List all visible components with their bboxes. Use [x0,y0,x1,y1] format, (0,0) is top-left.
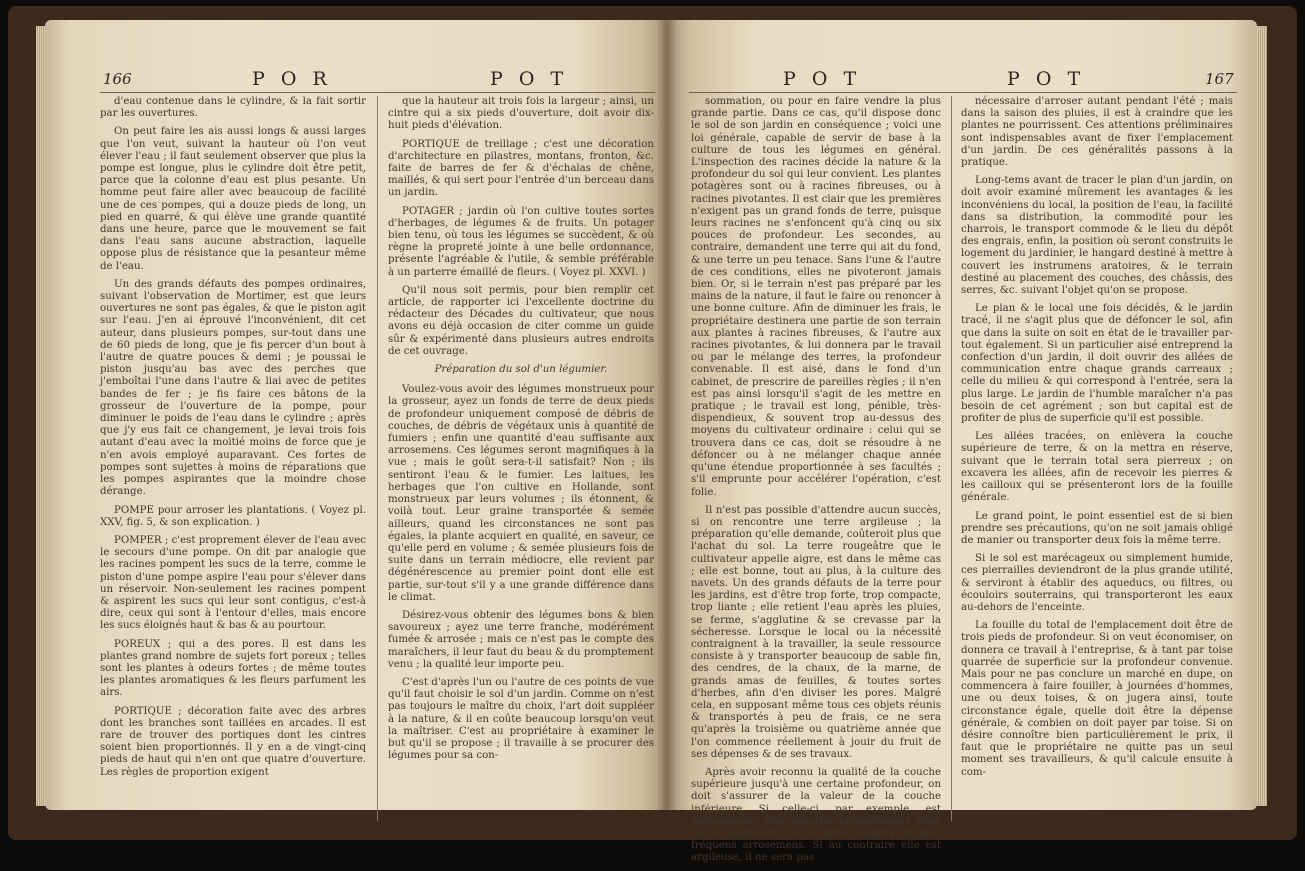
paragraph: Il n'est pas possible d'attendre aucun succès, si on rencontre une terre argileuse ; la préparation qu'elle demande, coûteroit plus que l'achat du sol. La terre rougeâtre que le cultivateur appelle aigre, est dans le même cas ; elle est bonne, tout au plus, à la culture des navets. Un des grands défauts de la terre pour les jardins, est d'être trop forte, trop compacte, trop liante ; elle retient l'eau après les pluies, se ferme, s'agglutine & se crevasse par la sécheresse. Lorsque le local ou la nécessité contraignent à la travailler, la seule ressource consiste à y transporter beaucoup de sable fin, des cendres, de la chaux, de la marne, de grands amas de feuilles, & toutes sortes d'herbes, afin d'en diviser les pores. Malgré cela, en supposant même tous ces objets réunis & transportés à peu de frais, ce ne sera qu'après la troisième ou quatrième année que l'on commence réellement à jouir du fruit de ses dépenses & de ses travaux. [691,504,941,760]
running-head-left: P O T [783,68,862,90]
paragraph: nécessaire d'arroser autant pendant l'été ; mais dans la saison des pluies, il est à craindre que les plantes ne pourrissent. Ces attentions préliminaires sont indispensables avant de fixer l'emplacement d'un jardin. De ces généralités passons à la pratique. [961,96,1233,169]
right-page [667,20,1257,864]
paragraph: Un des grands défauts des pompes ordinaires, suivant l'observation de Mortimer, est que leurs ouvertures ne sont pas égales, & que le piston agit sur l'eau. J'en ai éprouvé l'inconvénient, dit cet auteur, dans plusieurs pompes, sur-tout dans une de 60 pieds de long, que je fis percer d'un bout à l'autre de quatre pouces & demi ; je poussai le piston jusqu'au bas avec des perches que j'emboîtai l'une dans l'autre & liai avec de petites bandes de fer ; je fis faire ces bâtons de la grosseur de l'ouverture de la pompe, pour diminuer le poids de l'eau dans le cylindre ; après que j'y eus fait ce changement, je levai trois fois autant d'eau avec la moitié moins de force que je n'en avois employé auparavant. Ces fortes de pompes sont sujettes à moins de réparations que les pompes aspirantes que la moindre chose dérange. [100,278,366,498]
paragraph: Qu'il nous soit permis, pour bien remplir cet article, de rapporter ici l'excellente doctrine du rédacteur des Décades du cultivateur, que nous avons eu déjà occasion de citer comme un guide sûr & expérimenté dans plusieurs autres endroits de cet ouvrage. [388,284,654,357]
paragraph: PORTIQUE de treillage ; c'est une décoration d'architecture en pilastres, montans, fronton, &c. faite de barres de fer & d'échalas de chêne, maillés, & qui sert pour l'entrée d'un berceau dans un jardin. [388,138,654,199]
paragraph: d'eau contenue dans le cylindre, & la fait sortir par les ouvertures. [100,96,366,120]
paragraph: Si le sol est marécageux ou simplement humide, ces pierrailles deviendront de la plus grande utilité, & serviront à établir des aqueducs, ou filtres, ou écouloirs souterrains, qui transporteront les eaux au-dehors de l'enceinte. [961,553,1233,613]
paragraph: Les allées tracées, on enlèvera la couche supérieure de terre, & on la mettra en réserve, suivant que le terrain total sera pierreux ; on excavera les allées, afin de recevoir les pierres & les cailloux qui se présenteront lors de la fouille générale. [961,431,1233,504]
text-column-1 [691,96,941,871]
paragraph: Désirez-vous obtenir des légumes bons & bien savoureux ; ayez une terre franche, modérément fumée & arrosée ; mais ce n'est pas le compte des maraîchers, il leur faut du beau & du promptement venu ; la qualité leur importe peu. [388,609,654,670]
text-column-2 [961,96,1233,785]
running-head-right: P O T [490,68,569,90]
paragraph: Voulez-vous avoir des légumes monstrueux pour la grosseur, ayez un fonds de terre de deux pieds de profondeur uniquement composé de débris de couches, de débris de végétaux unis à quantité de fumiers ; enfin une quantité d'eau suffisante aux arrosemens. Ces légumes seront magnifiques à la vue ; mais le goût sera-t-il satisfait? Non ; ils sentiront l'eau & le fumier. Les laitues, les herbages que l'on cultive en Hollande, sont monstrueux par leurs volumes ; ils étonnent, & voilà tout. Leur graine transportée & semée ailleurs, quand les circonstances ne sont pas égales, la plante acquiert en qualité, en saveur, ce qu'elle perd en volume ; & semée plusieurs fois de suite dans un terrain médiocre, elle revient par dégénérescence au premier point dont elle est partie, sur-tout s'il y a une grande différence dans le climat. [388,384,654,603]
paragraph: Long-tems avant de tracer le plan d'un jardin, on doit avoir examiné mûrement les avantages & les inconvéniens du local, la position de l'eau, la facilité dans sa distribution, la commodité pour les charrois, le transport commode & le lieu du dépôt des engrais, enfin, la position où seront construits le logement du jardinier, le hangard destiné à mettre à couvert les instrumens aratoires, & le terrain destiné au placement des couches, des châssis, des serres, &c. suivant l'objet qu'on se propose. [961,175,1233,297]
left-page [45,20,667,810]
page-number: 166 [103,70,132,88]
paragraph: Après avoir reconnu la qualité de la couche supérieure jusqu'à une certaine profondeur, on doit s'assurer de la valeur de la couche inférieure. Si celle-ci, par exemple, est sablonneuse, elle absorbe promptement l'eau de la supérieure, & le jardin exigera de plus fréquens arrosemens. Si au contraire elle est argileuse, il ne sera pas [691,766,941,864]
paragraph: C'est d'après l'un ou l'autre de ces points de vue qu'il faut choisir le sol d'un jardin. Comme on n'est pas toujours le maître du choix, l'art doit suppléer à la nature, & il en coûte beaucoup lorsqu'on veut la maîtriser. C'est au propriétaire à examiner le but qu'il se propose ; il travaille à se procurer des légumes pour sa con- [388,676,654,762]
text-column-2 [388,96,654,768]
paragraph: Le grand point, le point essentiel est de si bien prendre ses précautions, qu'on ne soit jamais obligé de manier ou transporter deux fois la même terre. [961,510,1233,546]
paragraph: POMPER ; c'est proprement élever de l'eau avec le secours d'une pompe. On dit par analogie que les racines pompent les sucs de la terre, comme le piston d'une pompe aspire l'eau pour s'élever dans un réservoir. Non-seulement les racines pompent & aspirent les sucs qui leur sont contigus, c'est-à dire, ceux qui sont à l'entour d'elles, mais encore les sucs éloignés haut & bas & au pourtour. [100,534,366,632]
column-divider [377,96,378,821]
paragraph: sommation, ou pour en faire vendre la plus grande partie. Dans ce cas, qu'il dispose donc le sol de son jardin en conséquence ; voici une loi générale, capable de servir de base à la culture de tous les légumes en général. L'inspection des racines décide la nature & la profondeur du sol qui leur convient. Les plantes potagères sont ou à racines fibreuses, ou à racines pivotantes. Il est clair que les premières n'exigent pas un grand fonds de terre, puisque leurs racines ne s'enfoncent qu'à cinq ou six pouces de profondeur. Les secondes, au contraire, demandent une terre qui ait du fond, & une terre un peu tenace. Sans l'une & l'autre de ces conditions, elles ne pivoteront jamais bien. Or, si le terrain n'est pas préparé par les mains de la nature, il faut le faire ou renoncer à une bonne culture. Afin de diminuer les frais, le propriétaire destinera une partie de son terrain aux plantes à racines fibreuses, & l'autre aux racines pivotantes, & lui donnera par le travail ou par le mélange des terres, la profondeur convenable. Il est aisé, dans le fond d'un cabinet, de prescrire de pareilles règles ; il n'en est pas ainsi lorsqu'il s'agit de les mettre en pratique ; le travail est long, pénible, très-dispendieux, & souvent trop au-dessus des moyens du cultivateur ordinaire : celui qui se trouvera dans ce cas, doit se résoudre à ne défoncer ou à ne mélanger chaque année qu'une étendue proportionnée à ses facultés ; s'il emprunte pour accélérer l'opération, c'est folie. [691,96,941,498]
running-head-right: P O T [1007,68,1086,90]
page-edges-right [1257,26,1267,806]
text-column-1 [100,96,366,785]
paragraph: Le plan & le local une fois décidés, & le jardin tracé, il ne s'agit plus que de défoncer le sol, afin que dans la suite on soit en état de le travailler par-tout également. Si un particulier aisé entreprend la confection d'un jardin, il doit ouvrir des allées de communication entre chaque grands carreaux ; celle du milieu & qui correspond à l'entrée, sera la plus large. Le jardin de l'humble maraîcher n'a pas besoin de cet agrément ; son but capital est de profiter de plus de superficie qu'il est possible. [961,303,1233,425]
paragraph: On peut faire les ais aussi longs & aussi larges que l'on veut, suivant la hauteur où l'on veut élever l'eau ; il faut seulement observer que plus la pompe est longue, plus le cylindre doit être petit, parce que la colonne d'eau est plus pesante. Un homme peut faire aller avec beaucoup de facilité une de ces pompes, qui a douze pieds de long, un pied en quarré, & qui élève une grande quantité dans une heure, parce que le mouvement se fait dans l'eau sans aucune abstraction, laquelle oppose plus de résistance que la pesanteur même de l'eau. [100,126,366,272]
header-rule [100,92,655,93]
paragraph: que la hauteur ait trois fois la largeur ; ainsi, un cintre qui a six pieds d'ouverture, doit avoir dix-huit pieds d'élévation. [388,96,654,132]
page-number: 167 [1205,70,1234,88]
running-head-left: P O R [252,68,332,90]
paragraph: POTAGER ; jardin où l'on cultive toutes sortes d'herbages, de légumes & de fruits. Un potager bien tenu, où tous les légumes se succèdent, & où règne la propreté jointe à une belle ordonnance, présente l'agréable & l'utile, & semble préférable à un parterre émaillé de fleurs. ( Voyez pl. XXVI. ) [388,205,654,278]
paragraph: POMPE pour arroser les plantations. ( Voyez pl. XXV, fig. 5, & son explication. ) [100,504,366,528]
book-gutter [656,20,678,810]
paragraph: POREUX ; qui a des pores. Il est dans les plantes grand nombre de sujets fort poreux ; telles sont les plantes à odeurs fortes ; de même toutes les plantes aromatiques & les fleurs parfument les airs. [100,638,366,699]
column-divider [951,96,952,821]
section-heading: Préparation du sol d'un légumier. [434,364,608,376]
paragraph: PORTIQUE ; décoration faite avec des arbres dont les branches sont taillées en arcades. Il est rare de trouver des portiques dont les cintres soient bien proportionnés. Il y en a de vingt-cinq pieds de haut qui n'en ont que quatre d'ouverture. Les règles de proportion exigent [100,705,366,778]
header-rule [689,92,1237,93]
paragraph: La fouille du total de l'emplacement doit être de trois pieds de profondeur. Si on veut économiser, on donnera ce travail à l'entreprise, & à tant par toise quarrée de superficie sur la profondeur convenue. Mais pour ne pas conclure un marché en dupe, on commencera à faire fouiller, à journées d'hommes, une ou deux toises, & on jugera ainsi, toute circonstance égale, quelle doit être la dépense générale, & combien on doit payer par toise. Si on désire connoître bien particulièrement le prix, il faut que le propriétaire ne quitte pas un seul moment ses travailleurs, & qu'il calcule ensuite à com- [961,620,1233,778]
